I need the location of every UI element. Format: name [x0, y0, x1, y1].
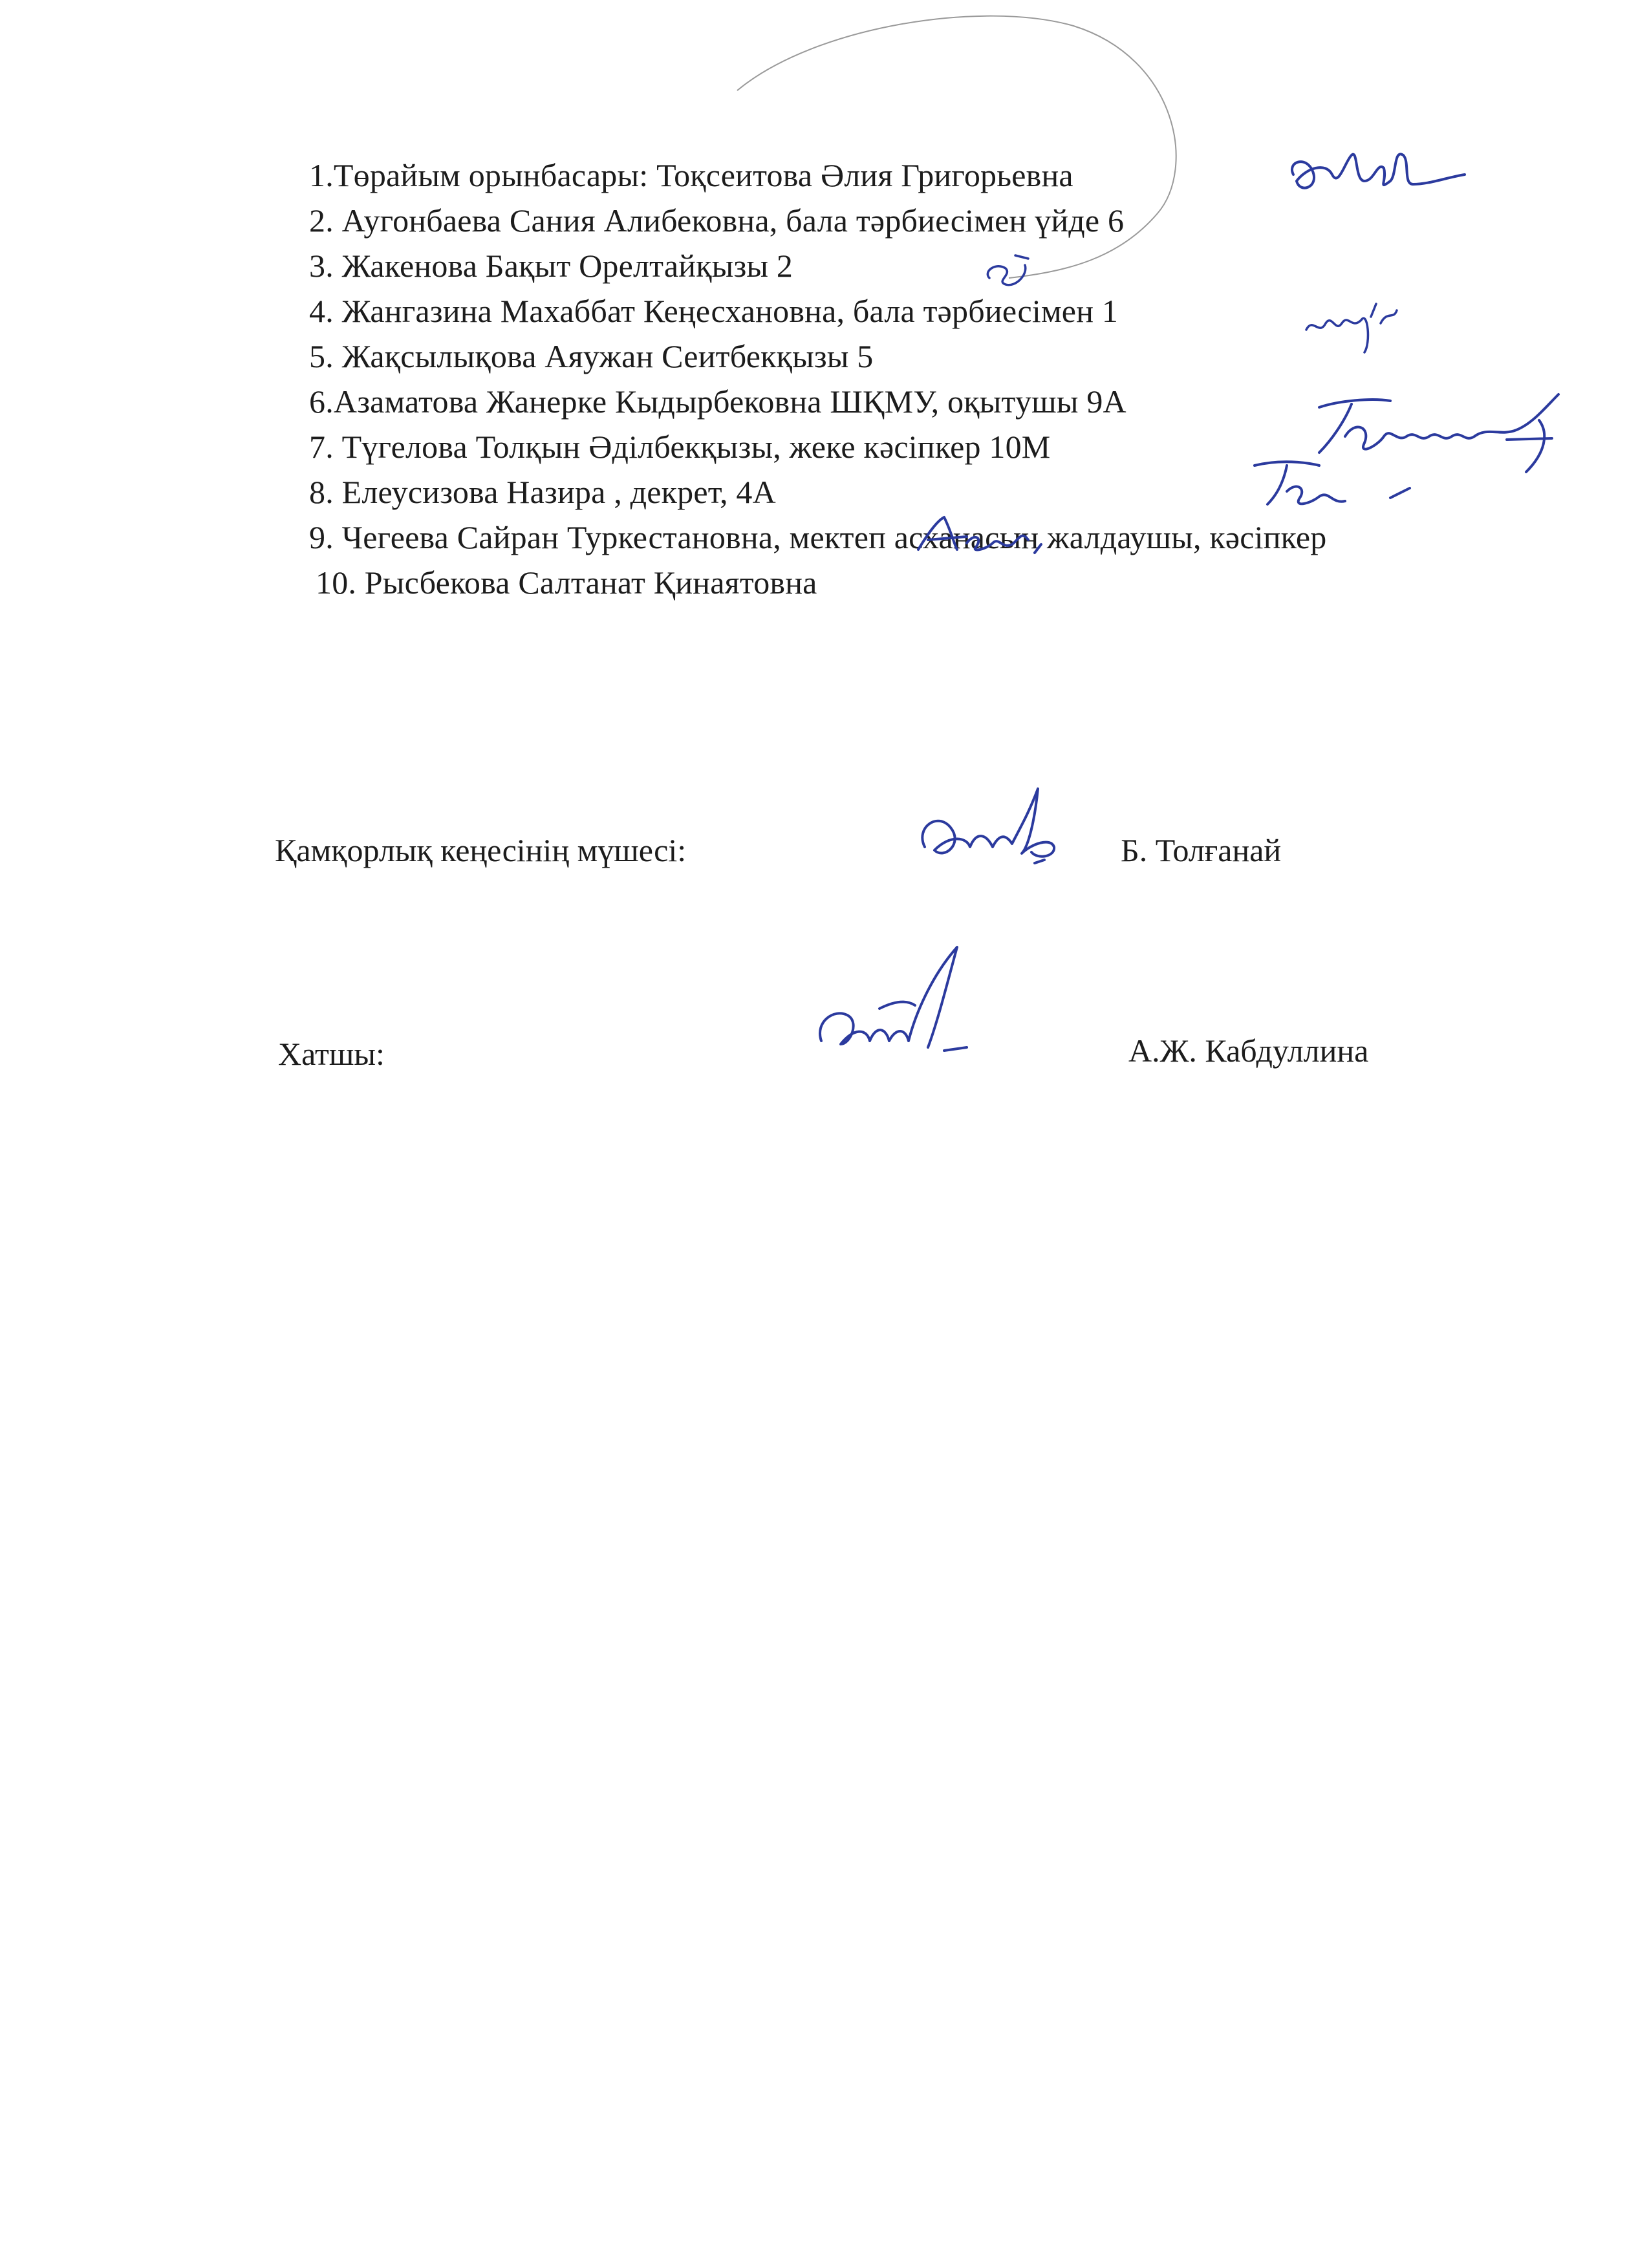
- member-list: [309, 153, 1570, 605]
- signature-member: [905, 776, 1073, 892]
- member-line-4: 4. Жангазина Махаббат Кеңесхановна, бала тәрбиесімен 1: [309, 293, 1119, 329]
- member-line-3: 3. Жакенова Бақыт Орелтайқызы 2: [309, 248, 793, 284]
- member-line-5: 5. Жақсылықова Аяужан Сеитбекқызы 5: [309, 338, 874, 374]
- member-line-2: 2. Аугонбаева Сания Алибековна, бала тәрбиесімен үйде 6: [309, 202, 1125, 239]
- secretary-name: А.Ж. Кабдуллина: [1128, 1032, 1369, 1069]
- member-line-1: 1.Төрайым орынбасары: Тоқсеитова Әлия Григорьевна: [309, 157, 1073, 193]
- member-line-10: 10. Рысбекова Салтанат Қинаятовна: [316, 564, 817, 601]
- member-name: Б. Толғанай: [1121, 832, 1282, 868]
- member-line-6: 6.Азаматова Жанерке Кыдырбековна ШҚМУ, оқытушы 9А: [309, 383, 1126, 420]
- member-label: Қамқорлық кеңесінің мүшесі:: [275, 832, 687, 868]
- secretary-label: Хатшы:: [278, 1036, 385, 1072]
- member-line-8: 8. Елеусизова Назира , декрет, 4А: [309, 474, 776, 510]
- member-line-7: 7. Түгелова Толқын Әділбекқызы, жеке кәсіпкер 10М: [309, 429, 1051, 465]
- member-line-9: 9. Чегеева Сайран Туркестановна, мектеп асханасын жалдаушы, кәсіпкер: [309, 519, 1327, 555]
- signature-secretary: [795, 937, 989, 1080]
